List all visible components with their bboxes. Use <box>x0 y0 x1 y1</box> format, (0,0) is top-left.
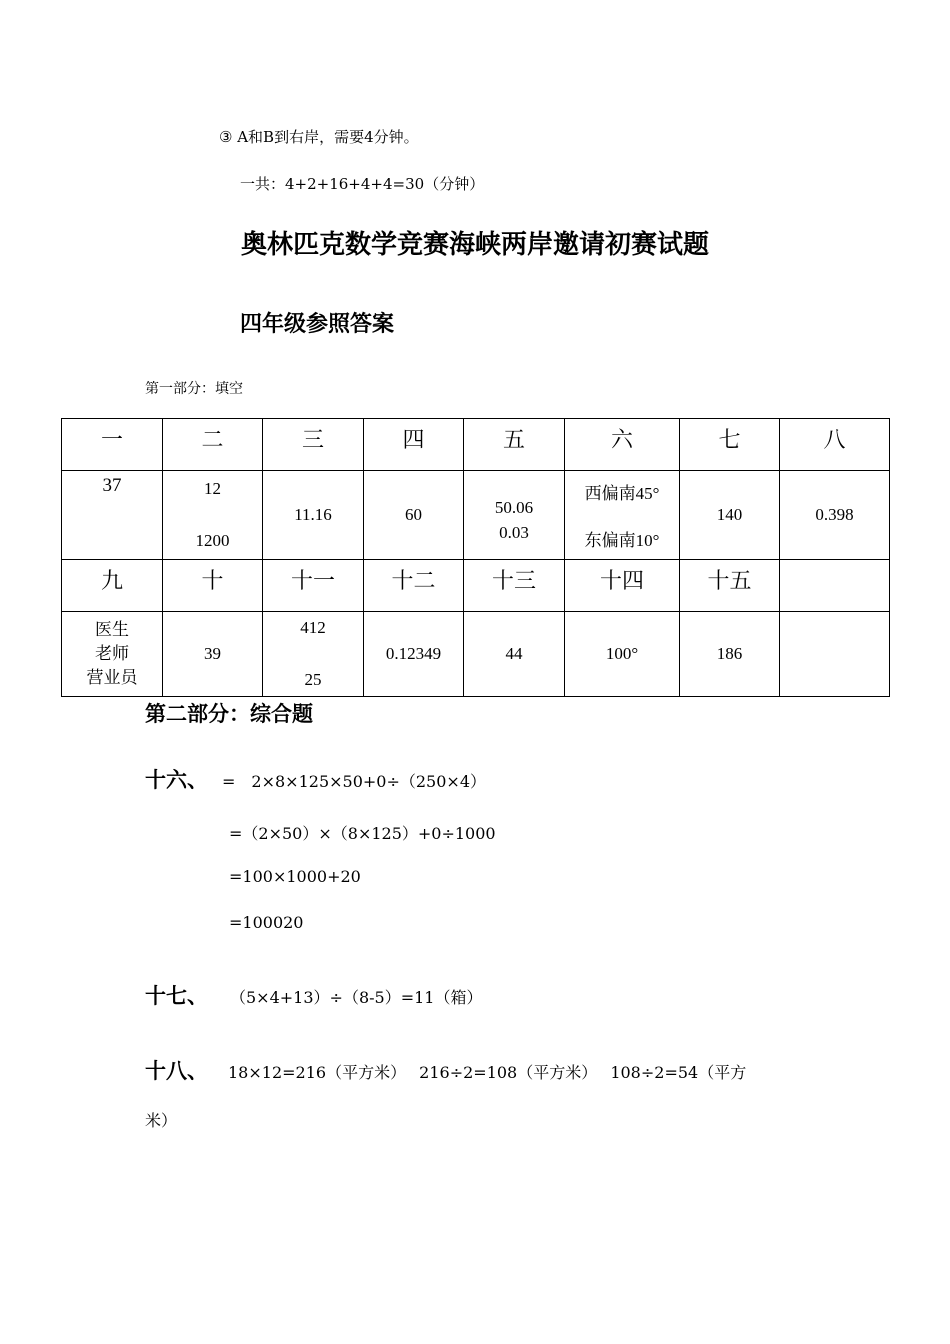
header-cell: 六 <box>565 419 680 471</box>
answer-value: 营业员 <box>86 668 138 687</box>
answer-cell: 100° <box>565 612 680 697</box>
header-cell: 四 <box>364 419 464 471</box>
answer-value: 12 <box>204 479 221 498</box>
answer-value: 1200 <box>195 531 230 550</box>
q16-line-3: =100×1000+20 <box>229 867 361 886</box>
q18-line-1: 18×12=216（平方米） 216÷2=108（平方米） 108÷2=54（平方 <box>228 1063 747 1082</box>
q17-number: 十七、 <box>145 984 208 1008</box>
answer-value: 50.06 <box>494 498 534 517</box>
intro-line-1: ③ A和B到右岸，需要4分钟。 <box>219 128 419 146</box>
answer-value: 西偏南45° <box>584 484 660 503</box>
header-cell: 七 <box>680 419 780 471</box>
answer-value: 东偏南10° <box>584 531 660 550</box>
header-cell: 三 <box>263 419 364 471</box>
answer-value: 0.03 <box>499 523 529 542</box>
header-cell: 十 <box>163 560 263 612</box>
q16-line-1: = 2×8×125×50+0÷（250×4） <box>222 772 487 791</box>
header-cell: 九 <box>62 560 163 612</box>
answer-cell: 39 <box>163 612 263 697</box>
table-header-row-1 <box>62 419 890 471</box>
answer-cell: 37 <box>62 471 163 560</box>
q16-number: 十六、 <box>145 768 208 792</box>
answer-table <box>61 418 890 697</box>
q18-number: 十八、 <box>145 1059 208 1083</box>
header-cell <box>780 560 890 612</box>
header-cell: 十二 <box>364 560 464 612</box>
part2-label: 第二部分：综合题 <box>145 702 313 726</box>
table-header-row-2 <box>62 560 890 612</box>
answer-cell: 0.398 <box>780 471 890 560</box>
answer-cell <box>565 471 680 560</box>
answer-cell <box>780 612 890 697</box>
answer-cell: 11.16 <box>263 471 364 560</box>
answer-cell <box>62 612 163 697</box>
answer-value: 老师 <box>95 644 129 663</box>
part1-label: 第一部分：填空 <box>145 381 243 397</box>
answer-cell <box>464 471 565 560</box>
table-value-row-2 <box>62 612 890 697</box>
answer-cell: 186 <box>680 612 780 697</box>
header-cell: 十一 <box>263 560 364 612</box>
answer-cell <box>163 471 263 560</box>
answer-value: 25 <box>304 670 322 689</box>
answer-cell: 60 <box>364 471 464 560</box>
q16-line-4: =100020 <box>229 913 304 932</box>
answer-value: 医生 <box>95 620 129 639</box>
page-subtitle: 四年级参照答案 <box>240 312 395 337</box>
header-cell: 八 <box>780 419 890 471</box>
answer-cell: 44 <box>464 612 565 697</box>
answer-value: 412 <box>300 618 326 637</box>
q17-line-1: （5×4+13）÷（8-5）=11（箱） <box>230 988 483 1007</box>
header-cell: 二 <box>163 419 263 471</box>
intro-line-2: 一共：4+2+16+4+4=30（分钟） <box>240 175 485 193</box>
header-cell: 十三 <box>464 560 565 612</box>
header-cell: 一 <box>62 419 163 471</box>
header-cell: 五 <box>464 419 565 471</box>
q16-line-2: =（2×50）×（8×125）+0÷1000 <box>229 824 496 843</box>
answer-cell: 140 <box>680 471 780 560</box>
answer-cell <box>263 612 364 697</box>
answer-cell: 0.12349 <box>364 612 464 697</box>
page-title: 奥林匹克数学竞赛海峡两岸邀请初赛试题 <box>240 230 709 260</box>
table-value-row-1 <box>62 471 890 560</box>
header-cell: 十五 <box>680 560 780 612</box>
q18-line-2: 米） <box>145 1111 178 1130</box>
header-cell: 十四 <box>565 560 680 612</box>
